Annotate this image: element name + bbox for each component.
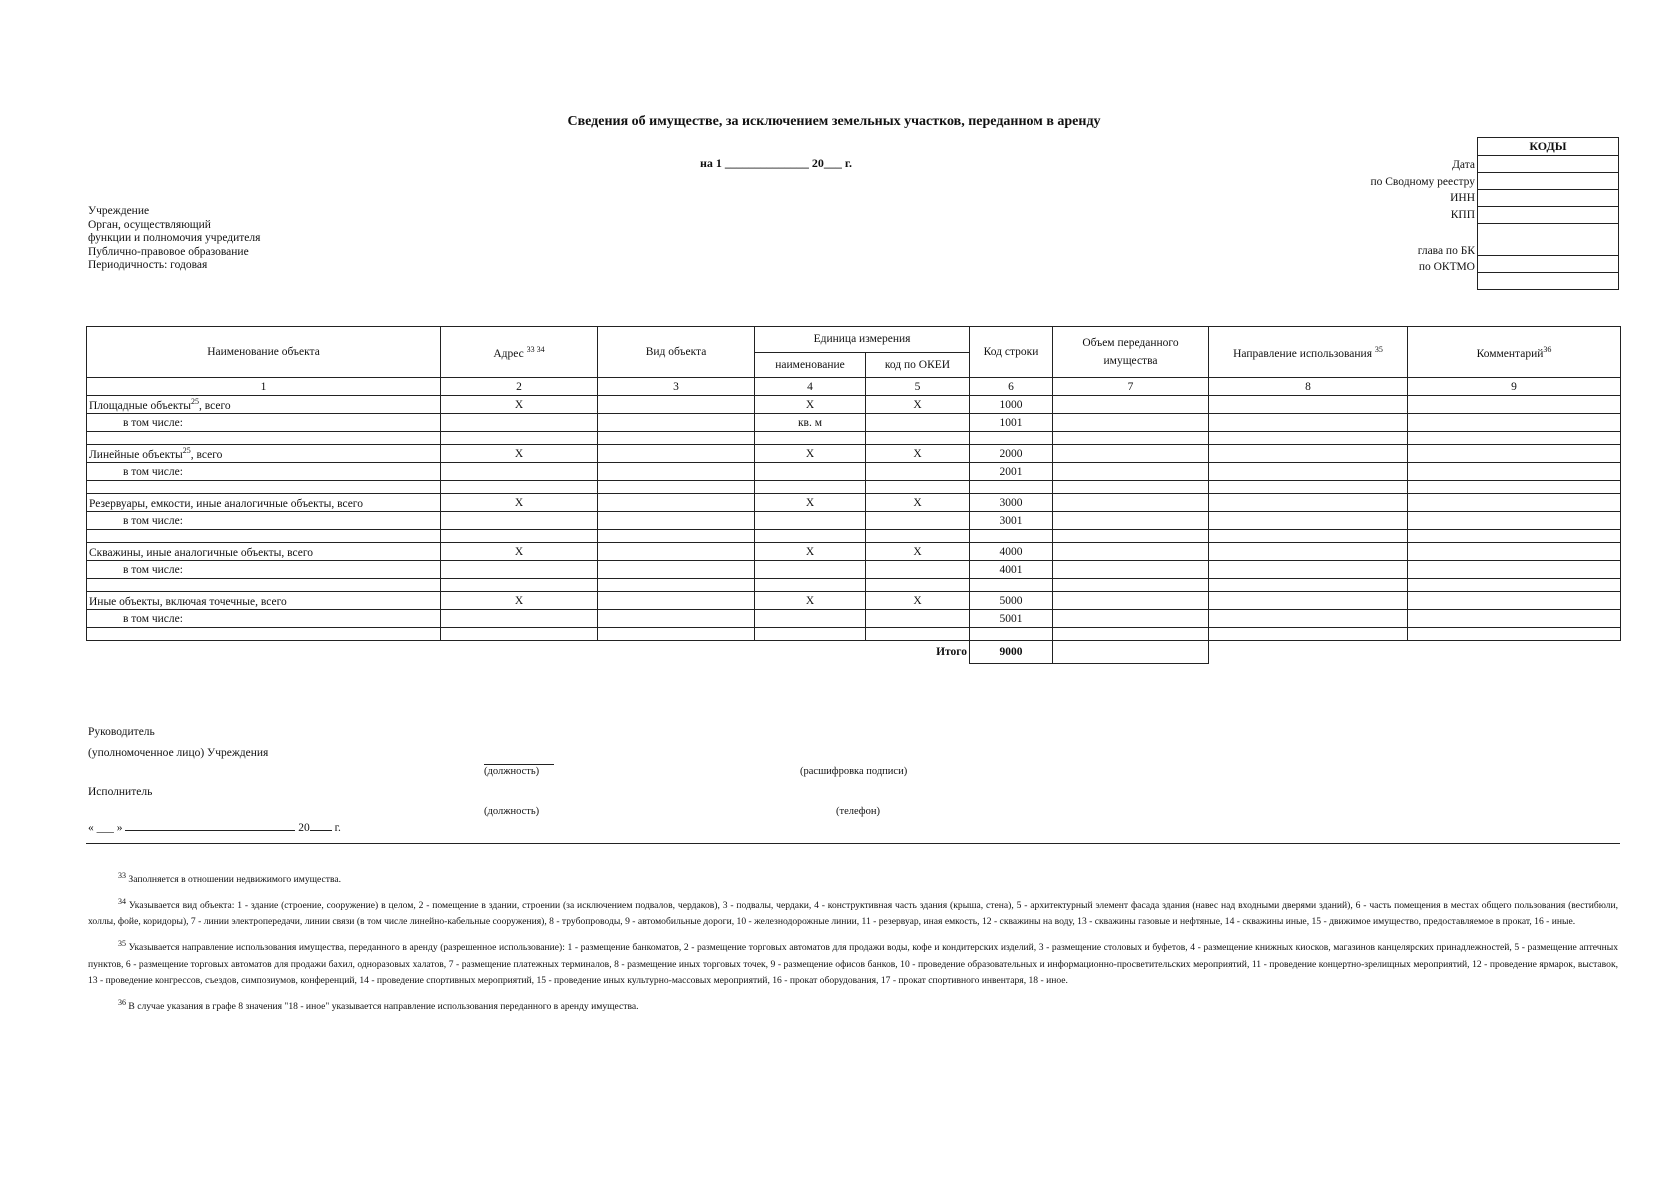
direction-cell[interactable] xyxy=(1209,414,1408,432)
sub-label: в том числе: xyxy=(87,512,441,530)
code-cell-bk[interactable] xyxy=(1478,224,1619,256)
col-number: 9 xyxy=(1408,378,1621,396)
col-number: 5 xyxy=(866,378,970,396)
footnote-34: $^{34}$ Указывается вид объекта: 1 - здание (строение, сооружение) в целом, 2 - помещение в здании, строении (за исключением подвалов, чердаков), 3 - подвалы, чердаки, 4 - конструктивная часть здания (крыша, стена), 5 - архитектурный элемент фасада здания (навес над входными дверями зданий), 6 - часть помещения в местах общего пользования (вестибюли, холлы, фойе, коридоры), 7 - линии электропередачи, линии связи (в том числе линейно-кабельные сооружения), 8 - трубопроводы, 9 - автомобильные дороги, 10 - железнодорожные линии, 11 - резервуар, иная емкость, 12 - скважины на воду, 13 - скважины газовые и нефтяные, 14 - скважины иные, 15 - движимое имущество, предоставляемое в прокат, 16 - иные. xyxy=(88,897,1618,928)
direction-cell[interactable] xyxy=(1209,592,1408,610)
volume-cell[interactable] xyxy=(1053,610,1209,628)
address-cell[interactable] xyxy=(441,610,598,628)
x-mark: X xyxy=(441,445,598,463)
column-numbers-row xyxy=(87,378,1621,396)
blank-cell[interactable] xyxy=(87,481,441,494)
col-header-name: Наименование объекта xyxy=(87,327,441,378)
volume-cell[interactable] xyxy=(1053,396,1209,414)
blank-cell[interactable] xyxy=(866,432,970,445)
x-mark: X xyxy=(755,445,866,463)
x-mark: X xyxy=(866,445,970,463)
comment-cell[interactable] xyxy=(1408,610,1621,628)
group-blank-row xyxy=(87,530,1621,543)
group-blank-row xyxy=(87,481,1621,494)
total-label: Итого xyxy=(936,646,967,659)
codes-box xyxy=(1477,137,1619,290)
x-mark: X xyxy=(441,396,598,414)
group-sub-row xyxy=(87,463,1621,481)
blank-cell[interactable] xyxy=(755,530,866,543)
kind-cell[interactable] xyxy=(598,543,755,561)
kind-cell[interactable] xyxy=(598,610,755,628)
unit-name-cell[interactable] xyxy=(755,610,866,628)
group-total-row xyxy=(87,445,1621,463)
property-table xyxy=(86,326,1621,664)
comment-cell[interactable] xyxy=(1408,512,1621,530)
blank-cell[interactable] xyxy=(598,481,755,494)
comment-cell[interactable] xyxy=(1408,396,1621,414)
blank-cell[interactable] xyxy=(1408,481,1621,494)
blank-cell[interactable] xyxy=(87,530,441,543)
direction-cell[interactable] xyxy=(1209,396,1408,414)
institution-label: Учреждение xyxy=(88,205,150,217)
volume-cell[interactable] xyxy=(1053,561,1209,579)
x-mark: X xyxy=(866,543,970,561)
group-title: Иные объекты, включая точечные, всего xyxy=(87,592,441,610)
volume-cell[interactable] xyxy=(1053,445,1209,463)
blank-cell[interactable] xyxy=(1209,530,1408,543)
col-number: 1 xyxy=(87,378,441,396)
col-header-unit-name: наименование xyxy=(755,352,866,378)
unit-name-cell[interactable]: кв. м xyxy=(755,414,866,432)
code-label-oktmo: по ОКТМО xyxy=(1418,261,1475,273)
position-caption-2: (должность) xyxy=(484,806,540,817)
unit-code-cell[interactable] xyxy=(866,512,970,530)
x-mark: X xyxy=(755,592,866,610)
address-cell[interactable] xyxy=(441,561,598,579)
comment-cell[interactable] xyxy=(1408,592,1621,610)
comment-cell[interactable] xyxy=(1408,445,1621,463)
volume-cell[interactable] xyxy=(1053,543,1209,561)
kind-cell[interactable] xyxy=(598,445,755,463)
blank-cell[interactable] xyxy=(866,530,970,543)
institution-info xyxy=(88,205,260,273)
direction-cell[interactable] xyxy=(1209,561,1408,579)
address-cell[interactable] xyxy=(441,463,598,481)
row-code: 5000 xyxy=(970,592,1053,610)
x-mark: X xyxy=(441,592,598,610)
code-label-registry: по Сводному реестру xyxy=(1370,176,1475,188)
code-label-inn: ИНН xyxy=(1450,192,1475,204)
col-number: 8 xyxy=(1209,378,1408,396)
comment-cell[interactable] xyxy=(1408,414,1621,432)
col-header-unit: Единица измерения xyxy=(755,327,970,353)
blank-cell[interactable] xyxy=(1408,530,1621,543)
kind-cell[interactable] xyxy=(598,463,755,481)
blank-cell[interactable] xyxy=(598,628,755,641)
codes-header: КОДЫ xyxy=(1478,138,1619,156)
blank-cell[interactable] xyxy=(1053,530,1209,543)
col-header-address: Адрес $^{33 34}$ xyxy=(441,327,598,378)
blank-cell[interactable] xyxy=(441,530,598,543)
unit-name-cell[interactable] xyxy=(755,463,866,481)
blank-cell[interactable] xyxy=(755,432,866,445)
founder-label-2: функции и полномочия учредителя xyxy=(88,232,261,244)
unit-name-cell[interactable] xyxy=(755,561,866,579)
kind-cell[interactable] xyxy=(598,512,755,530)
phone-caption: (телефон) xyxy=(836,806,880,817)
group-total-row xyxy=(87,543,1621,561)
group-sub-row xyxy=(87,414,1621,432)
blank-cell[interactable] xyxy=(866,481,970,494)
blank-cell[interactable] xyxy=(866,628,970,641)
total-volume-cell[interactable] xyxy=(1053,641,1209,664)
blank-cell[interactable] xyxy=(1053,579,1209,592)
row-code: 4001 xyxy=(970,561,1053,579)
volume-cell[interactable] xyxy=(1053,592,1209,610)
blank-cell[interactable] xyxy=(1408,628,1621,641)
direction-cell[interactable] xyxy=(1209,610,1408,628)
x-mark: X xyxy=(755,543,866,561)
direction-cell[interactable] xyxy=(1209,512,1408,530)
decoding-caption: (расшифровка подписи) xyxy=(800,766,908,777)
sub-label: в том числе: xyxy=(87,414,441,432)
document-title: Сведения об имуществе, за исключением земельных участков, переданном в аренду xyxy=(567,114,1101,129)
total-code: 9000 xyxy=(970,641,1053,664)
blank-cell[interactable] xyxy=(1408,432,1621,445)
blank-cell[interactable] xyxy=(970,432,1053,445)
address-cell[interactable] xyxy=(441,414,598,432)
comment-cell[interactable] xyxy=(1408,463,1621,481)
unit-code-cell[interactable] xyxy=(866,463,970,481)
blank-cell[interactable] xyxy=(1209,432,1408,445)
x-mark: X xyxy=(866,494,970,512)
direction-cell[interactable] xyxy=(1209,463,1408,481)
blank-cell[interactable] xyxy=(1053,432,1209,445)
executor-label: Исполнитель xyxy=(88,786,153,798)
periodicity-label: Периодичность: годовая xyxy=(88,259,208,271)
direction-cell[interactable] xyxy=(1209,494,1408,512)
volume-cell[interactable] xyxy=(1053,494,1209,512)
row-code: 1001 xyxy=(970,414,1053,432)
comment-cell[interactable] xyxy=(1408,561,1621,579)
code-cell-registry[interactable] xyxy=(1478,173,1619,190)
blank-cell[interactable] xyxy=(866,579,970,592)
group-title: Резервуары, емкости, иные аналогичные объекты, всего xyxy=(87,494,441,512)
blank-cell[interactable] xyxy=(87,579,441,592)
group-total-row xyxy=(87,494,1621,512)
col-number: 4 xyxy=(755,378,866,396)
group-title: Площадные объекты$^{25}$, всего xyxy=(87,396,441,414)
row-code: 2000 xyxy=(970,445,1053,463)
volume-cell[interactable] xyxy=(1053,512,1209,530)
group-total-row xyxy=(87,592,1621,610)
signature-line xyxy=(484,764,554,765)
group-sub-row xyxy=(87,561,1621,579)
x-mark: X xyxy=(755,494,866,512)
head-label: Руководитель xyxy=(88,726,155,738)
sub-label: в том числе: xyxy=(87,561,441,579)
group-sub-row xyxy=(87,512,1621,530)
kind-cell[interactable] xyxy=(598,396,755,414)
comment-cell[interactable] xyxy=(1408,494,1621,512)
footnotes xyxy=(88,868,1618,1021)
blank-cell[interactable] xyxy=(1053,628,1209,641)
col-number: 7 xyxy=(1053,378,1209,396)
x-mark: X xyxy=(755,396,866,414)
row-code: 3000 xyxy=(970,494,1053,512)
blank-cell[interactable] xyxy=(87,628,441,641)
group-blank-row xyxy=(87,432,1621,445)
blank-cell[interactable] xyxy=(441,628,598,641)
kind-cell[interactable] xyxy=(598,414,755,432)
blank-cell[interactable] xyxy=(755,481,866,494)
code-label-bk: глава по БК xyxy=(1417,245,1475,257)
code-cell-oktmo[interactable] xyxy=(1478,256,1619,273)
volume-cell[interactable] xyxy=(1053,463,1209,481)
blank-cell[interactable] xyxy=(441,579,598,592)
x-mark: X xyxy=(866,396,970,414)
group-blank-row xyxy=(87,579,1621,592)
blank-cell[interactable] xyxy=(970,530,1053,543)
footnote-35: $^{35}$ Указывается направление использования имущества, переданного в аренду (разрешенное использование): 1 - размещение банкоматов, 2 - размещение торговых автоматов для продажи воды, кофе и кондитерских изделий, 3 - размещение столовых и буфетов, 4 - размещение книжных киосков, магазинов канцелярских принадлежностей, 5 - размещение аптечных пунктов, 6 - размещение торговых автоматов для продажи бахил, одноразовых халатов, 7 - размещение платежных терминалов, 8 - размещение иных торговых точек, 9 - размещение офисов банков, 10 - проведение образовательных и информационно-просветительских мероприятий, 11 - проведение концертно-зрелищных мероприятий, 12 - проведение ярмарок, выставок, 13 - проведение конгрессов, съездов, симпозиумов, конференций, 14 - проведение спортивных мероприятий, 15 - проведение иных культурно-массовых мероприятий, 16 - прокат оборудования, 17 - прокат спортивного инвентаря, 18 - иное. xyxy=(88,939,1618,986)
kind-cell[interactable] xyxy=(598,592,755,610)
blank-cell[interactable] xyxy=(1209,628,1408,641)
blank-cell[interactable] xyxy=(970,481,1053,494)
blank-cell[interactable] xyxy=(1053,481,1209,494)
group-title: Скважины, иные аналогичные объекты, всего xyxy=(87,543,441,561)
blank-cell[interactable] xyxy=(598,530,755,543)
direction-cell[interactable] xyxy=(1209,445,1408,463)
date-line: « ___ » 20 г. xyxy=(88,822,341,834)
code-cell-inn[interactable] xyxy=(1478,190,1619,207)
sub-label: в том числе: xyxy=(87,463,441,481)
report-date-line: на 1 ______________ 20___ г. xyxy=(700,156,853,170)
col-header-unit-code: код по ОКЕИ xyxy=(866,352,970,378)
code-label-kpp: КПП xyxy=(1450,209,1475,221)
unit-code-cell[interactable] xyxy=(866,414,970,432)
blank-cell[interactable] xyxy=(755,579,866,592)
comment-cell[interactable] xyxy=(1408,543,1621,561)
col-header-comment: Комментарий$^{36}$ xyxy=(1408,327,1621,378)
row-code: 4000 xyxy=(970,543,1053,561)
blank-cell[interactable] xyxy=(87,432,441,445)
code-cell-kpp[interactable] xyxy=(1478,207,1619,224)
code-label-date: Дата xyxy=(1452,159,1475,171)
footnote-divider xyxy=(86,843,1620,844)
col-header-kind: Вид объекта xyxy=(598,327,755,378)
direction-cell[interactable] xyxy=(1209,543,1408,561)
col-number: 6 xyxy=(970,378,1053,396)
x-mark: X xyxy=(441,543,598,561)
blank-cell[interactable] xyxy=(1408,579,1621,592)
col-number: 3 xyxy=(598,378,755,396)
public-entity-label: Публично-правовое образование xyxy=(88,245,249,258)
col-header-row-code: Код строки xyxy=(970,327,1053,378)
footnote-36: $^{36}$ В случае указания в графе 8 значения "18 - иное" указывается направление использования переданного в аренду имущества. xyxy=(118,997,639,1012)
blank-cell[interactable] xyxy=(1209,579,1408,592)
head-label-2: (уполномоченное лицо) Учреждения xyxy=(88,747,269,759)
col-header-direction: Направление использования $^{35}$ xyxy=(1209,327,1408,378)
code-cell-extra[interactable] xyxy=(1478,273,1619,290)
x-mark: X xyxy=(866,592,970,610)
sub-label: в том числе: xyxy=(87,610,441,628)
col-header-volume: Объем переданного имущества xyxy=(1053,327,1209,378)
address-cell[interactable] xyxy=(441,512,598,530)
unit-code-cell[interactable] xyxy=(866,610,970,628)
blank-cell[interactable] xyxy=(441,432,598,445)
position-caption: (должность) xyxy=(484,766,540,777)
blank-cell[interactable] xyxy=(755,628,866,641)
group-title: Линейные объекты$^{25}$, всего xyxy=(87,445,441,463)
blank-cell[interactable] xyxy=(970,628,1053,641)
total-row xyxy=(87,641,1621,664)
row-code: 1000 xyxy=(970,396,1053,414)
code-cell-date[interactable] xyxy=(1478,156,1619,173)
group-sub-row xyxy=(87,610,1621,628)
kind-cell[interactable] xyxy=(598,494,755,512)
blank-cell[interactable] xyxy=(598,579,755,592)
row-code: 5001 xyxy=(970,610,1053,628)
blank-cell[interactable] xyxy=(970,579,1053,592)
footnote-33: $^{33}$ Заполняется в отношении недвижимого имущества. xyxy=(118,871,342,886)
row-code: 3001 xyxy=(970,512,1053,530)
x-mark: X xyxy=(441,494,598,512)
blank-cell[interactable] xyxy=(1209,481,1408,494)
kind-cell[interactable] xyxy=(598,561,755,579)
blank-cell[interactable] xyxy=(598,432,755,445)
volume-cell[interactable] xyxy=(1053,414,1209,432)
group-total-row xyxy=(87,396,1621,414)
blank-cell[interactable] xyxy=(441,481,598,494)
col-number: 2 xyxy=(441,378,598,396)
row-code: 2001 xyxy=(970,463,1053,481)
unit-code-cell[interactable] xyxy=(866,561,970,579)
group-blank-row xyxy=(87,628,1621,641)
founder-label-1: Орган, осуществляющий xyxy=(88,218,211,231)
unit-name-cell[interactable] xyxy=(755,512,866,530)
